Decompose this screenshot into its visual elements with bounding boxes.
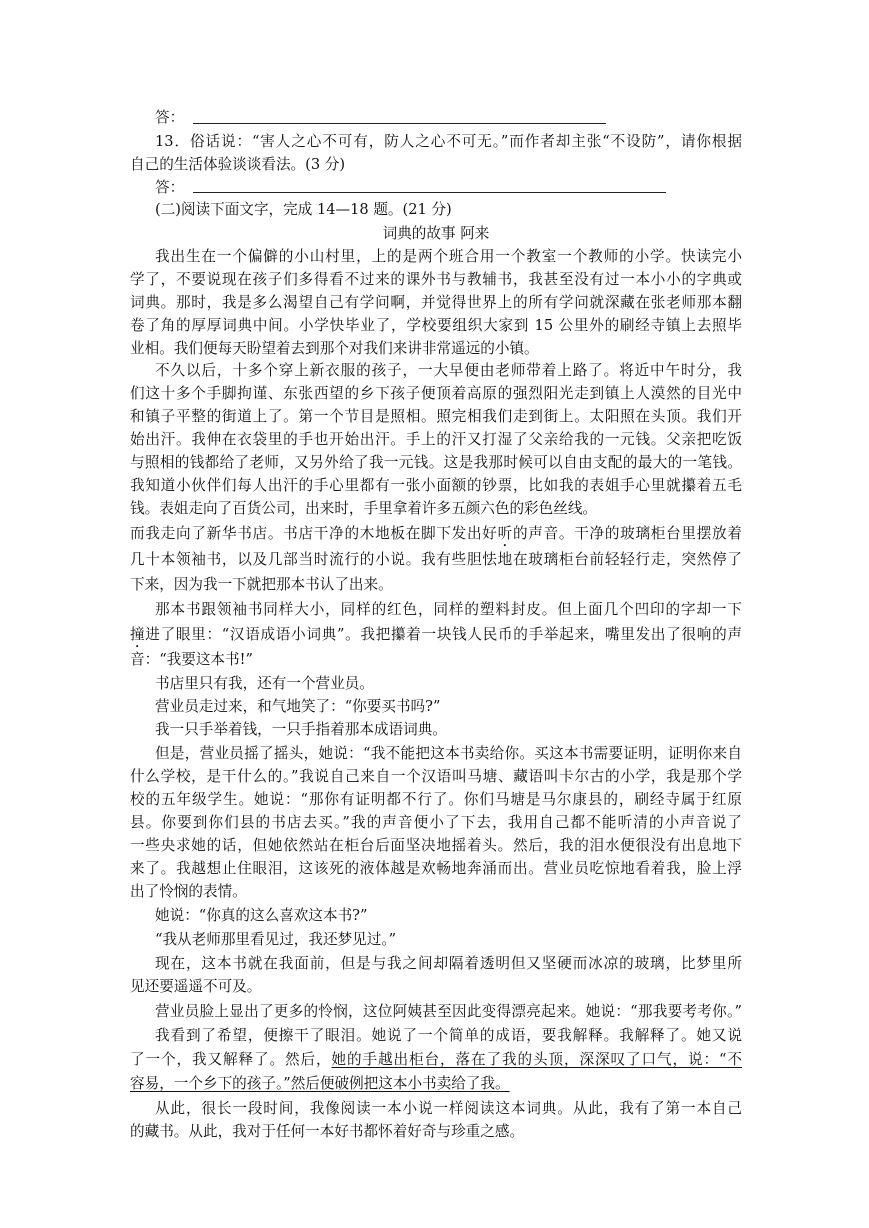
paragraph-9-line: 从此，很长一段时间，我像阅读一本小说一样阅读这本词典。从此，我有了第一本自己 — [155, 1100, 742, 1117]
text-segment: 而我走向了新华书店。书店干净的木地板在脚下发出好 — [130, 525, 498, 542]
emphasis-char: 听 — [497, 525, 513, 542]
text-segment: 的声音。干净的玻璃柜台里摆放着 — [512, 525, 742, 542]
paragraph-5-line: 校的五年级学生。她说：“那你有证明都不行了。你们马塘是马尔康县的，刷经寺属于红原 — [130, 791, 742, 808]
paragraph-1-line: 卷了角的厚厚词典中间。小学快毕业了，学校要组织大家到 15 公里外的刷经寺镇上去照毕 — [130, 317, 742, 334]
paragraph-1-line: 我出生在一个偏僻的小山村里，上的是两个班合用一个教室一个教师的小学。快读完小 — [155, 248, 742, 265]
emphasis-char: 撞 — [130, 626, 146, 643]
dialog-line: 她说：“你真的这么喜欢这本书?” — [155, 907, 368, 924]
paragraph-9-line: 的藏书。从此，我对于任何一本好书都怀着好奇与珍重之感。 — [130, 1123, 525, 1140]
question-13-line-2: 自己的生活体验谈谈看法。(3 分) — [130, 156, 346, 173]
paragraph-3-line: 下来，因为我一下就把那本书认了出来。 — [130, 576, 393, 593]
dialog-line: “我从老师那里看见过，我还梦见过。” — [155, 931, 397, 948]
answer-label: 答： — [155, 109, 185, 126]
paragraph-2-line: 钱。表姐走向了百货公司，出来时，手里拿着许多五颜六色的彩色丝线。 — [130, 500, 598, 517]
paragraph-8-line — [130, 1050, 742, 1070]
paragraph-2-line: 与照相的钱都给了老师，又另外给了我一元钱。这是我那时候可以自由支配的最大的一笔钱。 — [130, 454, 742, 471]
paragraph-3-line: 几十本领袖书，以及几部当时流行的小说。我有些胆怯地在玻璃柜台前轻轻行走，突然停了 — [130, 551, 742, 568]
paragraph-4-line — [130, 625, 742, 651]
text-segment: 进了眼里：“汉语成语小词典”。我把攥着一块钱人民币的手举起来，嘴里发出了很响的声 — [145, 626, 742, 643]
answer-blank-line — [193, 123, 606, 124]
section-2-heading: (二)阅读下面文字，完成 14—18 题。(21 分) — [155, 201, 452, 218]
answer-label: 答： — [155, 179, 185, 196]
paragraph-3-line — [130, 524, 742, 550]
paragraph-5-line: 一些央求她的话，但她依然站在柜台后面坚决地摇着头。然后，我的泪水便很没有出息地下 — [130, 837, 742, 854]
paragraph-2-line: 始出汗。我伸在衣袋里的手也开始出汗。手上的汗又打湿了父亲给我的一元钱。父亲把吃饭 — [130, 431, 742, 448]
answer-blank-line — [193, 192, 666, 193]
underlined-sentence: 她的手越出柜台，落在了我的头顶，深深叹了口气，说：“不 — [331, 1051, 742, 1068]
paragraph-5-line: 出了怜悯的表情。 — [130, 883, 247, 900]
paragraph-5-line: 但是，营业员摇了摇头，她说：“我不能把这本书卖给你。买这本书需要证明，证明你来自 — [155, 745, 742, 762]
paragraph-6-line: 见还要遥遥不可及。 — [130, 978, 262, 995]
paragraph-4-line: 音：“我要这本书!” — [130, 651, 253, 668]
paragraph-5-line: 县。你要到你们县的书店去买。”我的声音便小了下去，我用自己都不能听清的小声音说了 — [130, 814, 742, 831]
question-13-line-1: 13．俗话说：“害人之心不可有，防人之心不可无。”而作者却主张“不设防”，请你根据 — [155, 133, 742, 150]
paragraph-8-line — [130, 1074, 742, 1094]
paragraph-1-line: 词典。那时，我是多么渴望自己有学问啊，并觉得世界上的所有学问就深藏在张老师那本翻 — [130, 294, 742, 311]
paragraph-5-line: 来了。我越想止住眼泪，这该死的液体越是欢畅地奔涌而出。营业员吃惊地看着我，脸上浮 — [130, 860, 742, 877]
paragraph-6-line: 现在，这本书就在我面前，但是与我之间却隔着透明但又坚硬而冰凉的玻璃，比梦里所 — [155, 955, 742, 972]
paragraph-7-line: 营业员脸上显出了更多的怜悯，这位阿姨甚至因此变得漂亮起来。她说：“那我要考考你。” — [155, 1003, 742, 1020]
story-title: 词典的故事 阿来 — [382, 225, 490, 242]
paragraph-2-line: 我知道小伙伴们每人出汗的手心里都有一张小面额的钞票，比如我的表姐手心里就攥着五毛 — [130, 477, 742, 494]
paragraph-1-line: 学了，不要说现在孩子们多得看不过来的课外书与教辅书，我甚至没有过一本小小的字典或 — [130, 271, 742, 288]
short-line: 营业员走过来，和气地笑了：“你要买书吗?” — [155, 698, 441, 715]
short-line: 书店里只有我，还有一个营业员。 — [155, 675, 374, 692]
paragraph-1-line: 业相。我们便每天盼望着去到那个对我们来讲非常遥远的小镇。 — [130, 340, 539, 357]
text-segment: 了一个，我又解释了。然后， — [130, 1051, 332, 1068]
paragraph-2-line: 和镇子平整的街道上了。第一个节目是照相。照完相我们走到街上。太阳照在头顶。我们开 — [130, 408, 742, 425]
paragraph-8-line: 我看到了希望，便擦干了眼泪。她说了一个简单的成语，要我解释。我解释了。她又说 — [155, 1027, 742, 1044]
paragraph-4-line: 那本书跟领袖书同样大小，同样的红色，同样的塑料封皮。但上面几个凹印的字却一下 — [155, 601, 742, 618]
paragraph-2-line: 们这十多个手脚拘谨、东张西望的乡下孩子便顶着高原的强烈阳光走到镇上人漠然的目光中 — [130, 385, 742, 402]
underlined-sentence: 容易，一个乡下的孩子。”然后便破例把这本小书卖给了我。 — [130, 1075, 510, 1092]
short-line: 我一只手举着钱，一只手指着那本成语词典。 — [155, 721, 447, 738]
paragraph-2-line: 不久以后，十多个穿上新衣服的孩子，一大早便由老师带着上路了。将近中午时分，我 — [155, 362, 742, 379]
paragraph-5-line: 什么学校，是干什么的。”我说自己来自一个汉语叫马塘、藏语叫卡尔古的小学，我是那个学 — [130, 768, 742, 785]
